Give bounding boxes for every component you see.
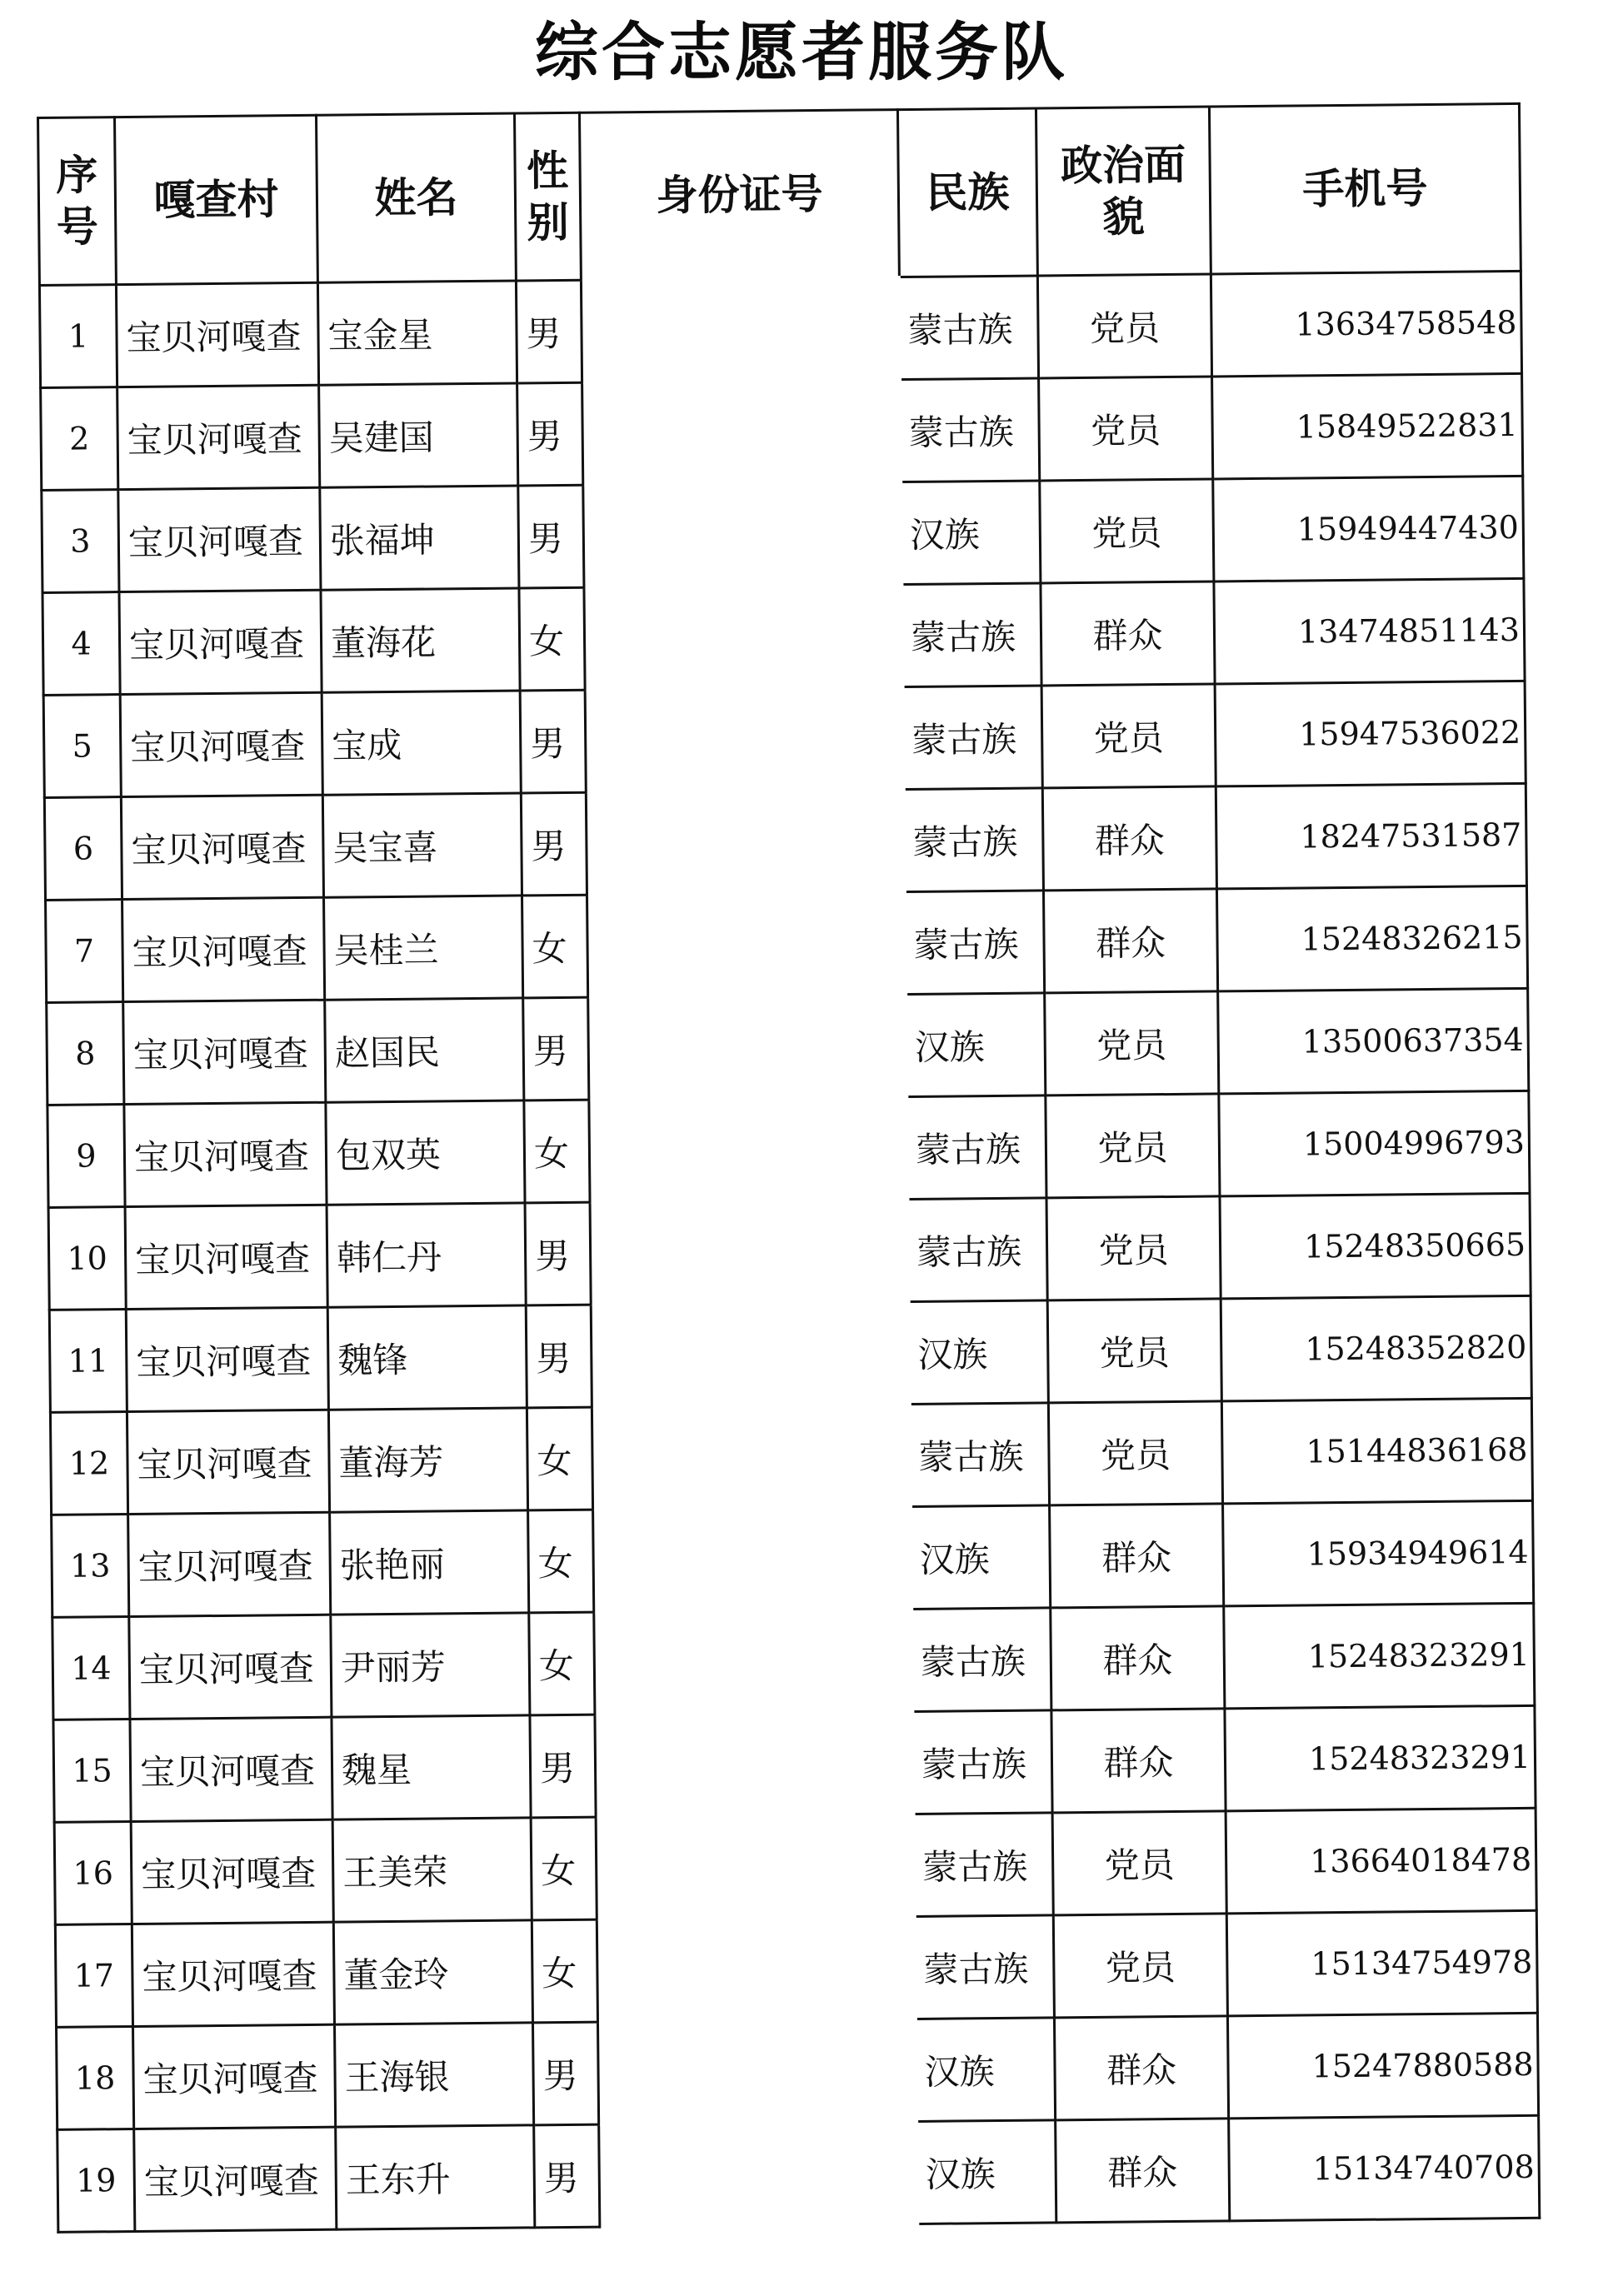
header-seq: 序号 — [38, 117, 117, 286]
cell-village: 宝贝河嘎查 — [120, 692, 322, 796]
cell-village: 宝贝河嘎查 — [121, 795, 323, 899]
cell-political-status: 群众 — [1056, 2119, 1230, 2223]
cell-phone: 15247880588 — [1227, 2013, 1538, 2119]
cell-village: 宝贝河嘎查 — [133, 2024, 336, 2129]
table-row — [42, 476, 1524, 592]
table-row — [47, 1091, 1530, 1207]
table-row — [57, 2115, 1540, 2232]
cell-name: 王海银 — [335, 2023, 534, 2127]
header-name: 姓名 — [316, 113, 516, 282]
cell-ethnicity: 蒙古族 — [908, 1198, 1047, 1302]
header-phone: 手机号 — [1209, 103, 1521, 274]
cell-name: 包双英 — [326, 1101, 525, 1205]
cell-seq: 13 — [52, 1515, 129, 1618]
table-row — [50, 1398, 1532, 1515]
table-row — [42, 578, 1525, 695]
cell-seq: 5 — [43, 695, 121, 798]
cell-political-status: 党员 — [1045, 991, 1219, 1096]
cell-gender: 女 — [522, 895, 588, 998]
roster-table-container — [37, 102, 1538, 2234]
cell-political-status: 党员 — [1052, 1811, 1226, 1915]
cell-name: 董金玲 — [333, 1920, 532, 2024]
header-village: 嘎查村 — [115, 115, 318, 284]
cell-seq: 18 — [57, 2026, 134, 2129]
cell-village: 宝贝河嘎查 — [122, 897, 325, 1001]
cell-name: 宝成 — [322, 691, 521, 795]
cell-village: 宝贝河嘎查 — [132, 1922, 334, 2026]
table-row — [52, 1603, 1535, 1720]
cell-seq: 1 — [39, 285, 117, 388]
cell-phone: 13634758548 — [1211, 271, 1521, 377]
cell-ethnicity: 汉族 — [911, 1505, 1051, 1610]
cell-name: 张福坤 — [320, 486, 519, 590]
cell-name: 赵国民 — [325, 998, 524, 1102]
cell-village: 宝贝河嘎查 — [119, 590, 322, 694]
cell-gender: 男 — [525, 1202, 591, 1305]
cell-ethnicity: 蒙古族 — [912, 1608, 1051, 1712]
cell-ethnicity: 蒙古族 — [902, 583, 1041, 687]
cell-seq: 7 — [46, 900, 123, 1003]
cell-seq: 16 — [54, 1822, 132, 1925]
cell-phone: 15248326215 — [1216, 886, 1527, 991]
cell-seq: 14 — [52, 1617, 130, 1720]
cell-village: 宝贝河嘎查 — [118, 487, 321, 591]
cell-political-status: 党员 — [1047, 1299, 1221, 1403]
table-row — [46, 886, 1528, 1002]
cell-gender: 男 — [530, 1715, 596, 1818]
cell-village: 宝贝河嘎查 — [124, 1102, 327, 1206]
cell-id-redacted — [587, 892, 906, 998]
cell-political-status: 党员 — [1040, 479, 1214, 583]
cell-ethnicity: 蒙古族 — [914, 1813, 1053, 1917]
cell-ethnicity: 蒙古族 — [905, 891, 1044, 995]
cell-village: 宝贝河嘎查 — [127, 1410, 329, 1514]
cell-gender: 女 — [519, 587, 585, 691]
cell-gender: 女 — [527, 1407, 592, 1510]
cell-ethnicity: 汉族 — [901, 481, 1041, 585]
cell-ethnicity: 蒙古族 — [913, 1710, 1052, 1814]
cell-village: 宝贝河嘎查 — [128, 1512, 331, 1616]
cell-phone: 15949447430 — [1213, 476, 1524, 581]
header-political-status: 政治面貌 — [1036, 107, 1211, 276]
cell-id-redacted — [584, 585, 903, 691]
cell-id-redacted — [593, 1507, 912, 1613]
cell-seq: 2 — [41, 387, 118, 491]
cell-id-redacted — [588, 995, 907, 1101]
cell-name: 王东升 — [336, 2125, 535, 2229]
cell-ethnicity: 蒙古族 — [907, 1096, 1046, 1200]
cell-id-redacted — [592, 1405, 911, 1510]
cell-name: 吴建国 — [319, 383, 518, 487]
cell-name: 宝金星 — [317, 281, 517, 385]
table-row — [54, 1808, 1536, 1924]
cell-id-redacted — [596, 1814, 915, 1919]
cell-village: 宝贝河嘎查 — [134, 2127, 337, 2231]
cell-id-redacted — [581, 277, 900, 383]
cell-gender: 男 — [516, 280, 582, 383]
cell-political-status: 群众 — [1043, 889, 1217, 993]
cell-name: 王美荣 — [332, 1818, 532, 1922]
cell-name: 魏星 — [332, 1715, 531, 1819]
cell-id-redacted — [585, 687, 904, 793]
cell-phone: 15248352820 — [1221, 1295, 1531, 1401]
cell-seq: 19 — [57, 2129, 135, 2232]
cell-name: 吴宝喜 — [322, 793, 522, 897]
cell-ethnicity: 蒙古族 — [910, 1403, 1049, 1507]
header-gender: 性别 — [514, 112, 581, 281]
cell-ethnicity: 蒙古族 — [915, 1915, 1054, 2019]
cell-political-status: 党员 — [1046, 1094, 1220, 1198]
cell-gender: 女 — [529, 1612, 595, 1715]
cell-ethnicity: 蒙古族 — [901, 378, 1040, 482]
volunteer-roster-table — [37, 102, 1541, 2234]
cell-ethnicity: 蒙古族 — [899, 276, 1038, 380]
cell-id-redacted — [597, 2019, 916, 2124]
table-row — [43, 681, 1526, 797]
cell-political-status: 群众 — [1051, 1709, 1226, 1813]
cell-gender: 女 — [528, 1510, 594, 1613]
cell-id-redacted — [599, 2121, 918, 2227]
table-row — [47, 988, 1529, 1105]
cell-id-redacted — [589, 1097, 908, 1203]
cell-id-redacted — [583, 482, 902, 588]
cell-ethnicity: 汉族 — [916, 2018, 1055, 2122]
cell-id-redacted — [594, 1609, 913, 1715]
cell-political-status: 群众 — [1041, 581, 1215, 686]
cell-political-status: 群众 — [1050, 1504, 1224, 1608]
cell-village: 宝贝河嘎查 — [131, 1819, 333, 1924]
cell-phone: 15134754978 — [1226, 1910, 1537, 2016]
table-row — [53, 1705, 1536, 1822]
cell-id-redacted — [597, 1916, 916, 2022]
cell-seq: 9 — [47, 1105, 125, 1208]
cell-political-status: 党员 — [1037, 274, 1211, 378]
cell-gender: 女 — [531, 1817, 597, 1920]
table-row — [48, 1193, 1531, 1310]
cell-phone: 15134740708 — [1229, 2115, 1540, 2221]
cell-id-redacted — [595, 1711, 914, 1817]
cell-village: 宝贝河嘎查 — [129, 1615, 332, 1719]
table-body — [39, 271, 1539, 2232]
cell-village: 宝贝河嘎查 — [117, 385, 320, 489]
cell-gender: 男 — [534, 2124, 600, 2228]
cell-gender: 女 — [532, 1919, 597, 2023]
cell-political-status: 群众 — [1054, 2016, 1228, 2120]
cell-gender: 男 — [526, 1305, 592, 1408]
cell-phone: 13474851143 — [1214, 578, 1525, 684]
cell-id-redacted — [591, 1302, 910, 1408]
cell-gender: 女 — [524, 1100, 590, 1203]
cell-seq: 10 — [48, 1207, 126, 1310]
cell-phone: 15248350665 — [1220, 1193, 1531, 1299]
cell-seq: 8 — [47, 1002, 124, 1106]
cell-gender: 男 — [521, 792, 587, 896]
cell-village: 宝贝河嘎查 — [126, 1307, 328, 1411]
table-row — [41, 373, 1523, 490]
cell-seq: 11 — [49, 1310, 127, 1413]
cell-village: 宝贝河嘎查 — [116, 282, 318, 387]
cell-village: 宝贝河嘎查 — [130, 1717, 332, 1821]
page-title: 综合志愿者服务队 — [535, 15, 1068, 89]
header-id-number: 身份证号 — [579, 110, 899, 281]
cell-ethnicity: 汉族 — [917, 2120, 1056, 2224]
cell-name: 韩仁丹 — [327, 1203, 526, 1307]
table-row — [44, 783, 1526, 900]
cell-phone: 15004996793 — [1219, 1091, 1530, 1196]
table-row — [57, 2013, 1539, 2129]
cell-name: 尹丽芳 — [331, 1613, 530, 1717]
cell-name: 魏锋 — [327, 1305, 527, 1410]
cell-phone: 15849522831 — [1212, 373, 1523, 479]
cell-gender: 男 — [520, 690, 586, 793]
cell-village: 宝贝河嘎查 — [123, 1000, 326, 1104]
cell-political-status: 党员 — [1048, 1401, 1222, 1505]
cell-ethnicity: 蒙古族 — [903, 686, 1042, 790]
cell-seq: 17 — [55, 1924, 132, 2028]
cell-political-status: 党员 — [1046, 1196, 1221, 1300]
cell-seq: 15 — [53, 1720, 131, 1823]
cell-gender: 男 — [532, 2022, 598, 2125]
cell-political-status: 群众 — [1042, 786, 1216, 891]
table-header-row — [38, 103, 1521, 285]
table-row — [49, 1295, 1531, 1412]
cell-political-status: 党员 — [1041, 684, 1216, 788]
table-row — [52, 1500, 1534, 1617]
cell-seq: 3 — [42, 490, 119, 593]
cell-id-redacted — [582, 380, 901, 486]
cell-political-status: 党员 — [1053, 1914, 1227, 2018]
cell-phone: 13664018478 — [1226, 1808, 1536, 1914]
cell-ethnicity: 蒙古族 — [904, 788, 1043, 892]
cell-id-redacted — [590, 1200, 909, 1305]
cell-phone: 15934949614 — [1223, 1500, 1534, 1606]
cell-seq: 4 — [42, 592, 120, 696]
cell-name: 董海花 — [321, 588, 520, 692]
cell-id-redacted — [586, 790, 905, 896]
cell-gender: 男 — [523, 997, 589, 1101]
cell-phone: 15144836168 — [1221, 1398, 1532, 1504]
cell-seq: 12 — [50, 1412, 127, 1515]
table-row — [39, 271, 1521, 387]
cell-gender: 男 — [518, 485, 584, 588]
cell-name: 董海芳 — [328, 1408, 527, 1512]
cell-political-status: 党员 — [1039, 377, 1213, 481]
cell-ethnicity: 汉族 — [909, 1300, 1048, 1405]
cell-name: 张艳丽 — [330, 1510, 529, 1615]
cell-phone: 18247531587 — [1216, 783, 1526, 889]
header-ethnicity: 民族 — [897, 108, 1037, 277]
cell-gender: 男 — [517, 382, 583, 486]
cell-political-status: 群众 — [1051, 1606, 1225, 1710]
cell-phone: 13500637354 — [1218, 988, 1529, 1094]
cell-name: 吴桂兰 — [324, 896, 523, 1000]
cell-seq: 6 — [44, 797, 122, 901]
cell-phone: 15947536022 — [1215, 681, 1526, 786]
cell-phone: 15248323291 — [1225, 1705, 1536, 1811]
cell-village: 宝贝河嘎查 — [125, 1205, 327, 1309]
cell-ethnicity: 汉族 — [906, 993, 1046, 1097]
table-row — [55, 1910, 1537, 2027]
cell-phone: 15248323291 — [1224, 1603, 1535, 1709]
